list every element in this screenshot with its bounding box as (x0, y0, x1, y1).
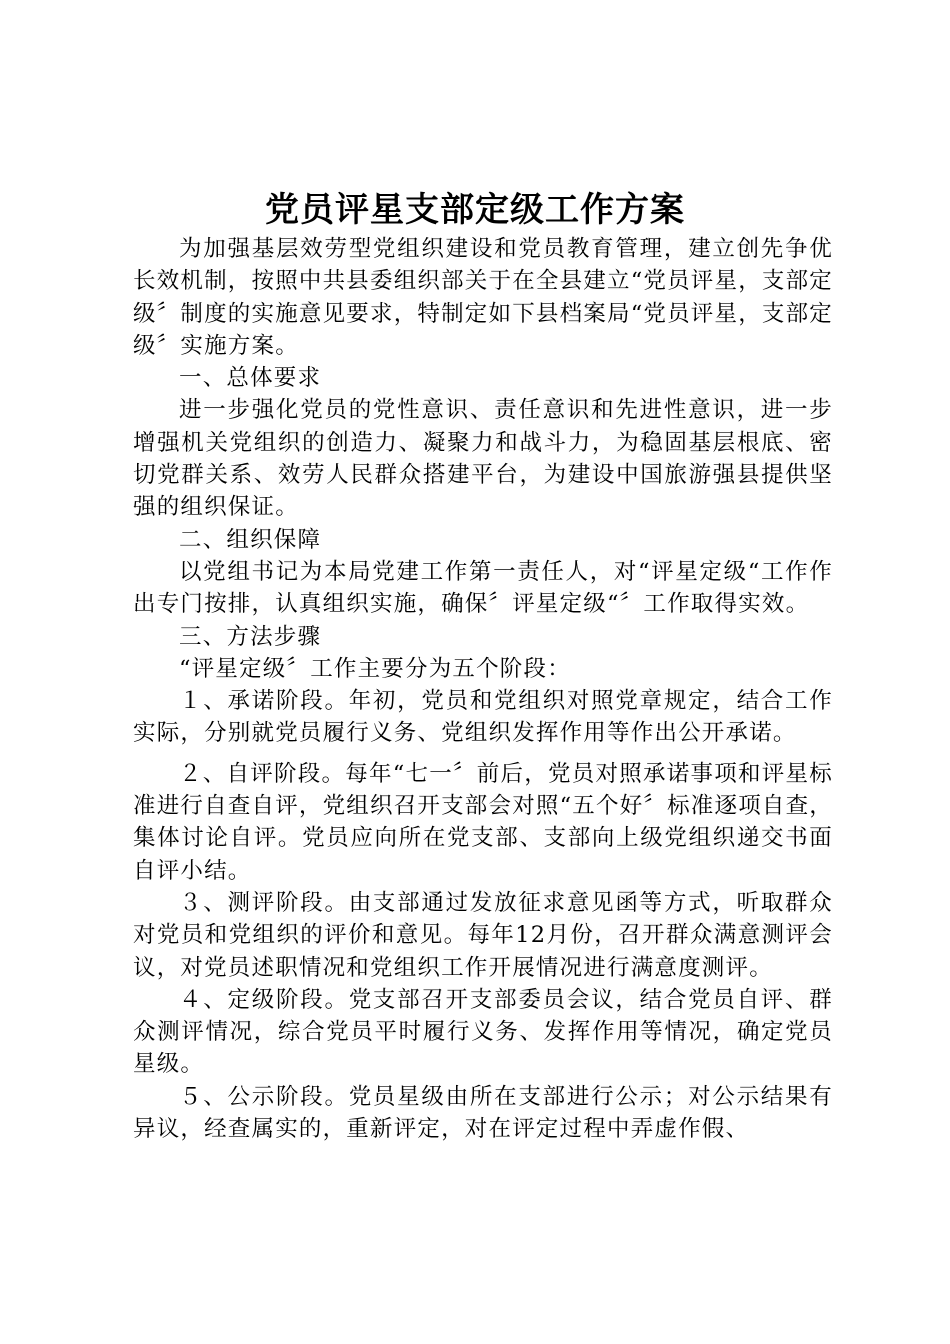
general-requirements-paragraph: 进一步强化党员的党性意识、责任意识和先进性意识，进一步增强机关党组织的创造力、凝聚力和战斗力，为稳固基层根底、密切党群关系、效劳人民群众搭建平台，为建设中国旅游强县提供坚强的组织保证。 (133, 397, 833, 521)
section-heading-general-requirements: 一、总体要求 (179, 365, 322, 392)
step-assessment-paragraph: ３、测评阶段。由支部通过发放征求意见函等方式，听取群众对党员和党组织的评价和意见。每年12月份，召开群众满意测评会议，对党员述职情况和党组织工作开展情况进行满意度测评。 (133, 889, 833, 981)
methods-intro-paragraph: “评星定级〞工作主要分为五个阶段： (179, 655, 571, 682)
document-body (133, 233, 833, 1145)
step-grading-paragraph: ４、定级阶段。党支部召开支部委员会议，结合党员自评、群众测评情况，综合党员平时履行义务、发挥作用等情况，确定党员星级。 (133, 986, 833, 1078)
document-title: 党员评星支部定级工作方案 (265, 190, 685, 230)
intro-paragraph: 为加强基层效劳型党组织建设和党员教育管理，建立创先争优长效机制，按照中共县委组织部关于在全县建立“党员评星，支部定级〞制度的实施意见要求，特制定如下县档案局“党员评星，支部定级〞实施方案。 (133, 236, 834, 359)
section-heading-methods: 三、方法步骤 (179, 623, 322, 650)
step-publicity-paragraph: ５、公示阶段。党员星级由所在支部进行公示；对公示结果有异议，经查属实的，重新评定，对在评定过程中弄虚作假、 (133, 1083, 833, 1143)
step-commitment-paragraph: １、承诺阶段。年初，党员和党组织对照党章规定，结合工作实际，分别就党员履行义务、党组织发挥作用等作出公开承诺。 (133, 688, 833, 747)
section-heading-organization: 二、组织保障 (179, 526, 322, 553)
organization-paragraph: 以党组书记为本局党建工作第一责任人，对“评星定级“工作作出专门按排，认真组织实施，确保〞评星定级“〞工作取得实效。 (133, 558, 833, 618)
step-self-evaluation-paragraph: ２、自评阶段。每年“七一〞前后，党员对照承诺事项和评星标准进行自查自评，党组织召开支部会对照“五个好〞标准逐项自查，集体讨论自评。党员应向所在党支部、支部向上级党组织递交书面自评小结。 (133, 760, 834, 884)
